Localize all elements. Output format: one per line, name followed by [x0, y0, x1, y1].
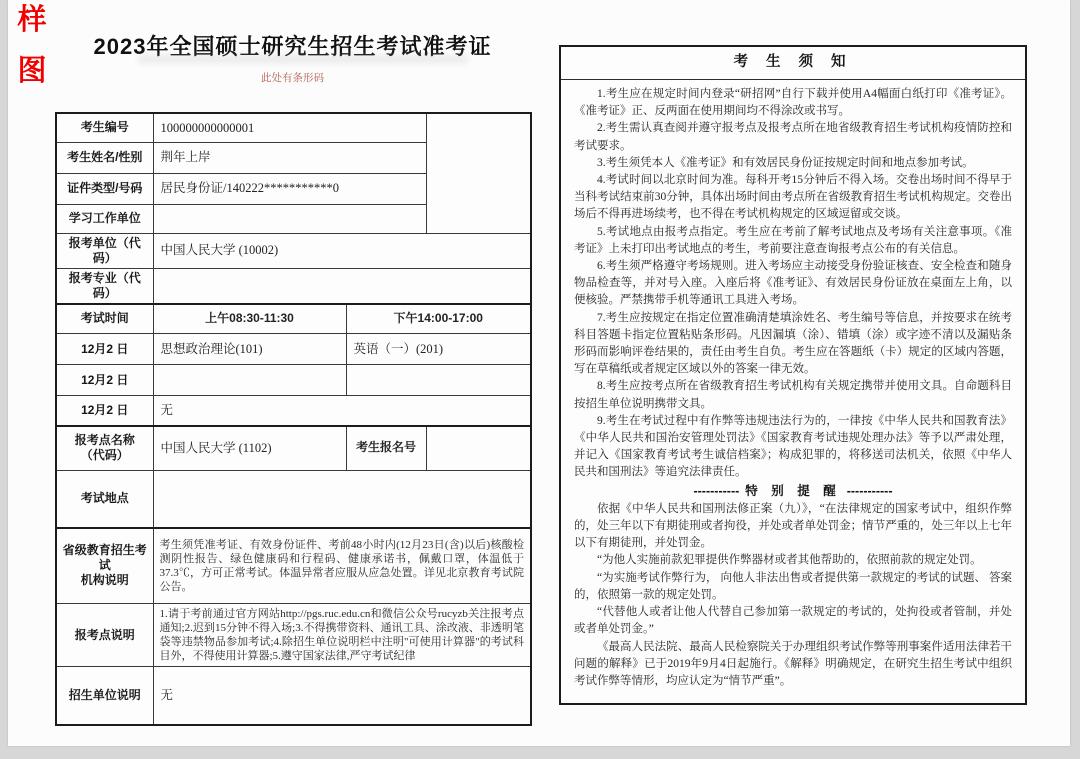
provincial-note: 考生须凭准考证、有效身份证件、考前48小时内(12月23日(含)以后)核酸检测阴性报告、绿色健康码和行程码、健康承诺书，佩戴口罩，体温低于37.3℃，方可正常考试。体温异常者应服从应急处置。详见北京教育考试院公告。 — [153, 528, 531, 604]
notice-item-4: 4.考试时间以北京时间为准。每科开考15分钟后不得入场。交卷出场时间不得早于当科考试结束前30分钟，具体出场时间由考点所在省级教育招生考试机构规定。交卷出场后不得再进场续考，也不得在考试机构规定的区域逗留或交谈。 — [574, 174, 1012, 221]
special-item-2: “为他人实施前款犯罪提供作弊器材或者其他帮助的，依照前款的规定处罚。 — [597, 554, 982, 567]
table-row — [56, 304, 531, 334]
notice-title: 考 生 须 知 — [561, 47, 1025, 80]
apply-unit-value: 中国人民大学 (10002) — [153, 233, 531, 268]
table-row — [56, 396, 531, 426]
table-row — [56, 471, 531, 528]
table-row — [56, 268, 531, 304]
provincial-note-label: 省级教育招生考试 机构说明 — [56, 528, 153, 604]
candidate-notice-panel — [559, 45, 1027, 705]
table-row — [56, 113, 531, 142]
reg-no-label: 考生报名号 — [346, 426, 426, 471]
table-row — [56, 426, 531, 471]
special-reminder-heading: ----------- 特 别 提 醒 ----------- — [693, 483, 893, 498]
morning-time: 上午08:30-11:30 — [153, 304, 346, 334]
notice-body — [561, 80, 1025, 690]
apply-major-label: 报考专业（代码） — [56, 268, 153, 304]
afternoon-time: 下午14:00-17:00 — [346, 304, 531, 334]
exam-date-3: 12月2 日 — [56, 396, 153, 426]
barcode-placeholder-note: 此处有条形码 — [261, 73, 324, 84]
site-note: 1.请于考前通过官方网站http://pgs.ruc.edu.cn和微信公众号rucyzb关注报考点通知;2.迟到15分钟不得入场;3.不得携带资料、通讯工具、涂改液、非透明笔袋等违禁物品参加考试;4.除招生单位说明栏中注明"可使用计算器"的考试科目外，不得使用计算器;5.遵守国家法律,严守考试纪律 — [153, 604, 531, 667]
notice-item-3: 3.考生须凭本人《准考证》和有效居民身份证按规定时间和地点参加考试。 — [597, 156, 974, 169]
id-value: 居民身份证/140222***********0 — [153, 173, 426, 204]
notice-item-1: 1.考生应在规定时间内登录“研招网”自行下载并使用A4幅面白纸打印《准考证》。《准考证》正、反两面在使用期间均不得涂改或书写。 — [574, 88, 1012, 118]
work-unit-label: 学习工作单位 — [56, 204, 153, 233]
exam-place-value — [153, 471, 531, 528]
admission-unit-label: 招生单位说明 — [56, 667, 153, 725]
special-item-5: 《最高人民法院、最高人民检察院关于办理组织考试作弊等刑事案件适用法律若干问题的解释》已于2019年9月4日起施行。《解释》明确规定，在研究生招生考试中组织考试作弊等情形，均应认定为“情节严重”。 — [574, 640, 1012, 687]
admission-ticket-page — [8, 0, 1070, 746]
notice-item-6: 6.考生须严格遵守考场规则。进入考场应主动接受身份验证核查、安全检查和随身物品检查等，并对号入座。入座后将《准考证》、有效居民身份证放在桌面左上角，以便核验。严禁携带手机等通讯工具进入考场。 — [574, 260, 1012, 307]
special-item-3: “为实施考试作弊行为， 向他人非法出售或者提供第一款规定的考试的试题、 答案的，依照第一款的规定处罚。 — [574, 571, 1012, 601]
exam-place-label: 考试地点 — [56, 471, 153, 528]
reg-no-value — [426, 426, 531, 471]
table-row — [56, 667, 531, 725]
special-item-1: 依据《中华人民共和国刑法修正案（九）》，“在法律规定的国家考试中，组织作弊的，处三年以下有期徒刑或者拘役，并处或者单处罚金；情节严重的，处三年以上七年以下有期徒刑，并处罚金。 — [574, 502, 1012, 550]
subject-1-pm: 英语（一）(201) — [346, 334, 531, 365]
subject-3: 无 — [153, 396, 531, 426]
notice-item-5: 5.考试地点由报考点指定。考生应在考前了解考试地点及考场有关注意事项。《准考证》上未打印出考试地点的考生，考前要注意查询报考点公布的有关信息。 — [574, 225, 1012, 255]
apply-unit-label: 报考单位（代码） — [56, 233, 153, 268]
page-title: 2023年全国硕士研究生招生考试准考证 — [93, 34, 492, 59]
apply-major-value — [153, 268, 531, 304]
candidate-info-table — [55, 112, 532, 726]
notice-item-2: 2.考生需认真查阅并遵守报考点及报考点所在地省级教育招生考试机构疫情防控和考试要求。 — [574, 122, 1012, 152]
site-value: 中国人民大学 (1102) — [153, 426, 346, 471]
photo-box — [426, 113, 531, 233]
sample-watermark — [14, 6, 50, 108]
sample-char-1: 样 — [17, 4, 47, 36]
exam-no-value: 100000000000001 — [153, 113, 426, 142]
admission-unit-note: 无 — [153, 667, 531, 725]
table-row — [56, 528, 531, 604]
table-row — [56, 365, 531, 396]
site-note-label: 报考点说明 — [56, 604, 153, 667]
table-row — [56, 334, 531, 365]
notice-item-8: 8.考生应按考点所在省级教育招生考试机构有关规定携带并使用文具。自命题科目按招生单位说明携带文具。 — [574, 380, 1012, 410]
exam-date-1: 12月2 日 — [56, 334, 153, 365]
notice-item-9: 9.考生在考试过程中有作弊等违规违法行为的，一律按《中华人民共和国教育法》《中华人民共和国治安管理处罚法》《国家教育考试违规处理办法》等予以严肃处理，并记入《国家教育考试考生诚信档案》；构成犯罪的，将移送司法机关，依照《中华人民共和国刑法》等追究法律责任。 — [574, 414, 1012, 479]
work-unit-value — [153, 204, 426, 233]
exam-date-2: 12月2 日 — [56, 365, 153, 396]
subject-2-am — [153, 365, 346, 396]
subject-2-pm — [346, 365, 531, 396]
erased-barcode-area — [138, 54, 468, 64]
name-label: 考生姓名/性别 — [56, 142, 153, 173]
table-row — [56, 233, 531, 268]
id-label: 证件类型/号码 — [56, 173, 153, 204]
subject-1-am: 思想政治理论(101) — [153, 334, 346, 365]
name-value: 荆年上岸 — [153, 142, 426, 173]
sample-char-2: 图 — [17, 55, 47, 87]
site-label: 报考点名称 （代码） — [56, 426, 153, 471]
table-row — [56, 604, 531, 667]
exam-no-label: 考生编号 — [56, 113, 153, 142]
special-item-4: “代替他人或者让他人代替自己参加第一款规定的考试的，处拘役或者管制，并处或者单处罚金。” — [574, 606, 1012, 636]
exam-time-label: 考试时间 — [56, 304, 153, 334]
notice-item-7: 7.考生应按规定在指定位置准确清楚填涂姓名、考生编号等信息，并按要求在统考科目答题卡指定位置粘贴条形码。凡因漏填（涂）、错填（涂）或字迹不清以及漏贴条形码而影响评卷结果的，责任由考生自负。考生应在答题纸（卡）规定的区域内答题，写在草稿纸或者规定区域以外的答案一律无效。 — [574, 311, 1012, 376]
